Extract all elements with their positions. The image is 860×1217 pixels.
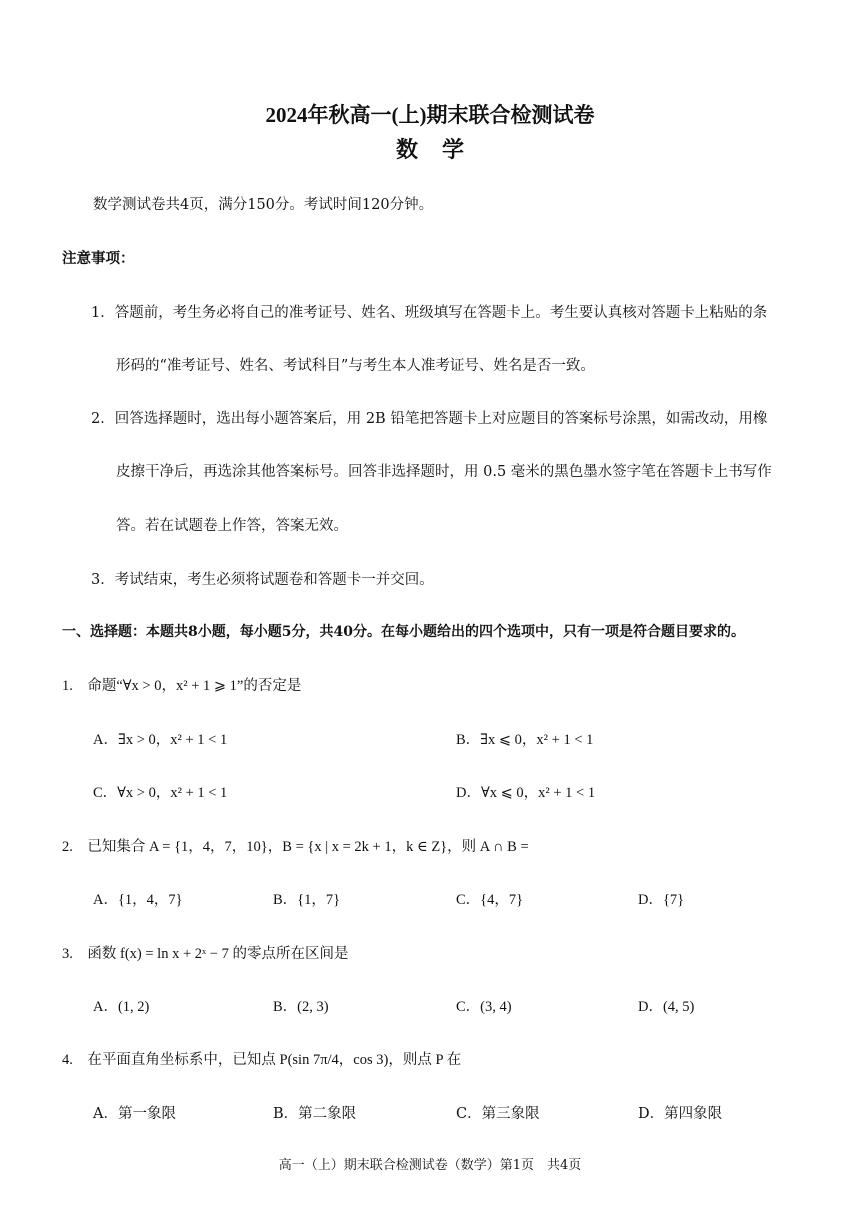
option-c: C．{4，7} <box>456 892 524 908</box>
option-b: B．{1，7} <box>273 892 341 908</box>
option-b: B．第二象限 <box>273 1106 357 1122</box>
option-d: D．第四象限 <box>638 1106 723 1122</box>
option-b: B．(2, 3) <box>273 999 329 1015</box>
page-title: 2024年秋高一(上)期末联合检测试卷 <box>265 103 595 127</box>
question-stem: 2. 已知集合 A = {1，4，7，10}，B = {x | x = 2k + 1，k ∈ Z}，则 A ∩ B = <box>62 839 529 855</box>
option-c: C．第三象限 <box>456 1106 540 1122</box>
option-d: D．{7} <box>638 892 685 908</box>
page-footer: 高一（上）期末联合检测试卷（数学）第1页 共4页 <box>278 1158 582 1173</box>
option-c: C．∀x > 0，x² + 1 < 1 <box>93 785 228 801</box>
question-stem: 4. 在平面直角坐标系中，已知点 P(sin 7π/4，cos 3)，则点 P 在 <box>62 1052 462 1068</box>
note-line: 1．答题前，考生务必将自己的准考证号、姓名、班级填写在答题卡上。考生要认真核对答题卡上粘贴的条 <box>91 305 768 321</box>
subject-title: 数学 <box>395 137 488 163</box>
notes-heading: 注意事项： <box>62 250 135 267</box>
option-a: A．{1，4，7} <box>93 892 183 908</box>
section-heading: 一、选择题：本题共8小题，每小题5分，共40分。在每小题给出的四个选项中，只有一项是符合题目要求的。 <box>62 624 745 640</box>
note-line: 答。若在试题卷上作答，答案无效。 <box>116 518 348 534</box>
question-stem: 1. 命题“∀x > 0，x² + 1 ⩾ 1”的否定是 <box>62 678 302 694</box>
option-c: C．(3, 4) <box>456 999 512 1015</box>
note-line: 3．考试结束，考生必须将试题卷和答题卡一并交回。 <box>91 572 434 588</box>
note-line: 形码的“准考证号、姓名、考试科目”与考生本人准考证号、姓名是否一致。 <box>116 358 595 374</box>
note-line: 皮擦干净后，再选涂其他答案标号。回答非选择题时，用 0.5 毫米的黑色墨水签字笔在答题卡上书写作 <box>116 464 772 480</box>
option-a: A．第一象限 <box>93 1106 176 1122</box>
question-stem: 3. 函数 f(x) = ln x + 2ˣ − 7 的零点所在区间是 <box>62 946 349 962</box>
option-d: D．∀x ⩽ 0，x² + 1 < 1 <box>456 785 596 801</box>
exam-intro: 数学测试卷共4页，满分150分。考试时间120分钟。 <box>93 197 434 213</box>
option-d: D．(4, 5) <box>638 999 695 1015</box>
note-line: 2．回答选择题时，选出每小题答案后，用 2B 铅笔把答题卡上对应题目的答案标号涂黑，如需改动，用橡 <box>91 411 768 427</box>
option-a: A．(1, 2) <box>93 999 150 1015</box>
option-b: B．∃x ⩽ 0，x² + 1 < 1 <box>456 732 594 748</box>
option-a: A．∃x > 0，x² + 1 < 1 <box>93 732 228 748</box>
